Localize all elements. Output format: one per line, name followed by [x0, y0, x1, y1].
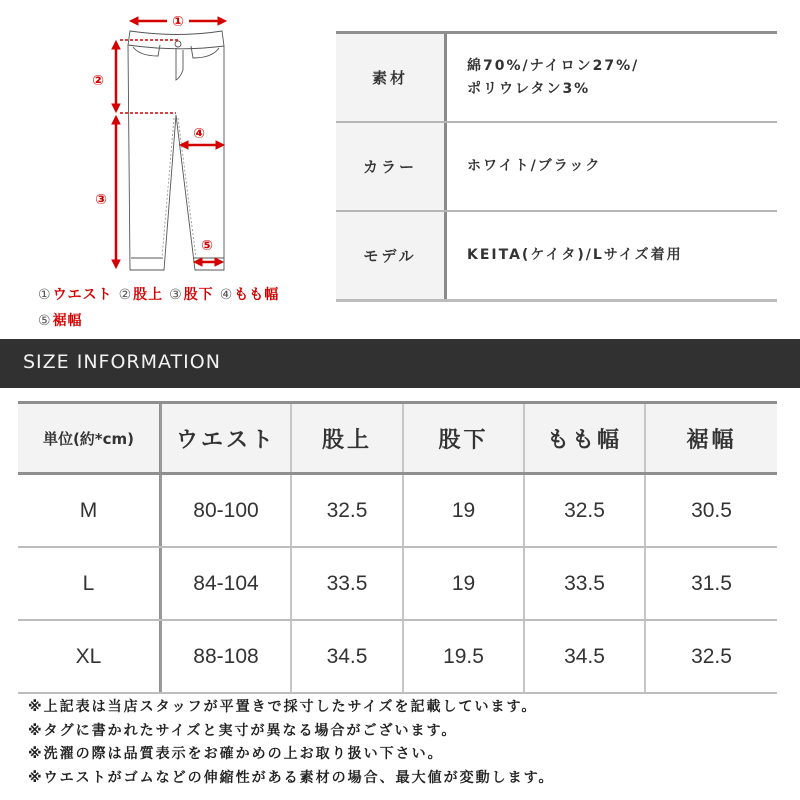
size-label: XL	[18, 621, 160, 692]
product-info-table	[336, 31, 777, 302]
size-notes	[28, 696, 555, 790]
size-table	[18, 401, 777, 694]
info-value-line: KEITA(ケイタ)/Lサイズ着用	[467, 247, 683, 263]
table-row	[18, 619, 777, 694]
pants-diagram-icon	[0, 0, 330, 280]
cell-thigh: 33.5	[523, 548, 644, 619]
info-label: カラー	[336, 123, 447, 210]
size-table-header	[18, 401, 777, 475]
cell-rise: 34.5	[290, 621, 402, 692]
info-value	[447, 212, 777, 299]
info-value-line: ポリウレタン3%	[467, 80, 591, 97]
table-row	[18, 475, 777, 546]
legend-number: ③	[169, 287, 183, 303]
legend-inseam: 股下	[183, 287, 214, 303]
info-row-model	[336, 210, 777, 302]
banner-title: SIZE INFORMATION	[23, 351, 221, 373]
info-value	[447, 123, 777, 210]
note-line: ※タグに書かれたサイズと実寸が異なる場合がございます。	[28, 722, 458, 739]
size-label: L	[18, 548, 160, 619]
note-line: ※上記表は当店スタッフが平置きで採寸したサイズを記載しています。	[28, 699, 538, 715]
cell-rise: 33.5	[290, 548, 402, 619]
info-label: モデル	[336, 212, 447, 299]
legend-waist: ウエスト	[52, 287, 113, 303]
info-value-line: 綿70%/ナイロン27%/	[467, 57, 640, 74]
cell-waist: 88-108	[160, 621, 290, 692]
cell-hem: 31.5	[644, 548, 777, 619]
cell-rise: 32.5	[290, 475, 402, 546]
cell-inseam: 19	[402, 475, 523, 546]
info-row-material	[336, 31, 777, 121]
cell-hem: 30.5	[644, 475, 777, 546]
info-label: 素材	[336, 34, 447, 121]
legend-thigh: もも幅	[234, 287, 280, 303]
legend-number: ②	[118, 287, 133, 303]
info-value-line: ホワイト/ブラック	[467, 158, 602, 174]
cell-inseam: 19	[402, 548, 523, 619]
legend-number: ⑤	[38, 313, 52, 329]
table-row	[18, 546, 777, 619]
measurement-legend-line-2	[38, 310, 83, 330]
cell-inseam: 19.5	[402, 621, 523, 692]
cell-waist: 84-104	[160, 548, 290, 619]
cell-hem: 32.5	[644, 621, 777, 692]
header-thigh: もも幅	[523, 404, 644, 472]
marker-1: ①	[172, 14, 184, 30]
marker-4: ④	[193, 126, 205, 142]
cell-waist: 80-100	[160, 475, 290, 546]
header-unit: 単位(約*cm)	[18, 404, 160, 472]
info-value	[447, 34, 777, 121]
pants-measurement-illustration	[0, 0, 330, 335]
cell-thigh: 34.5	[523, 621, 644, 692]
legend-rise: 股上	[133, 287, 164, 303]
note-line: ※ウエストがゴムなどの伸縮性がある素材の場合、最大値が変動します。	[28, 769, 555, 786]
legend-number: ④	[219, 287, 234, 303]
marker-5: ⑤	[201, 238, 213, 254]
header-waist: ウエスト	[160, 404, 290, 472]
measurement-legend-line-1	[38, 284, 279, 304]
header-hem: 裾幅	[644, 404, 777, 472]
cell-thigh: 32.5	[523, 475, 644, 546]
note-line: ※洗濯の際は品質表示をお確かめの上お取り扱い下さい。	[28, 746, 444, 762]
size-label: M	[18, 475, 160, 546]
info-row-color	[336, 121, 777, 210]
marker-3: ③	[95, 192, 107, 208]
size-information-banner	[0, 339, 800, 388]
header-inseam: 股下	[402, 404, 523, 472]
header-rise: 股上	[290, 404, 402, 472]
legend-number: ①	[38, 287, 52, 303]
marker-2: ②	[92, 73, 104, 89]
legend-hem: 裾幅	[52, 313, 83, 329]
